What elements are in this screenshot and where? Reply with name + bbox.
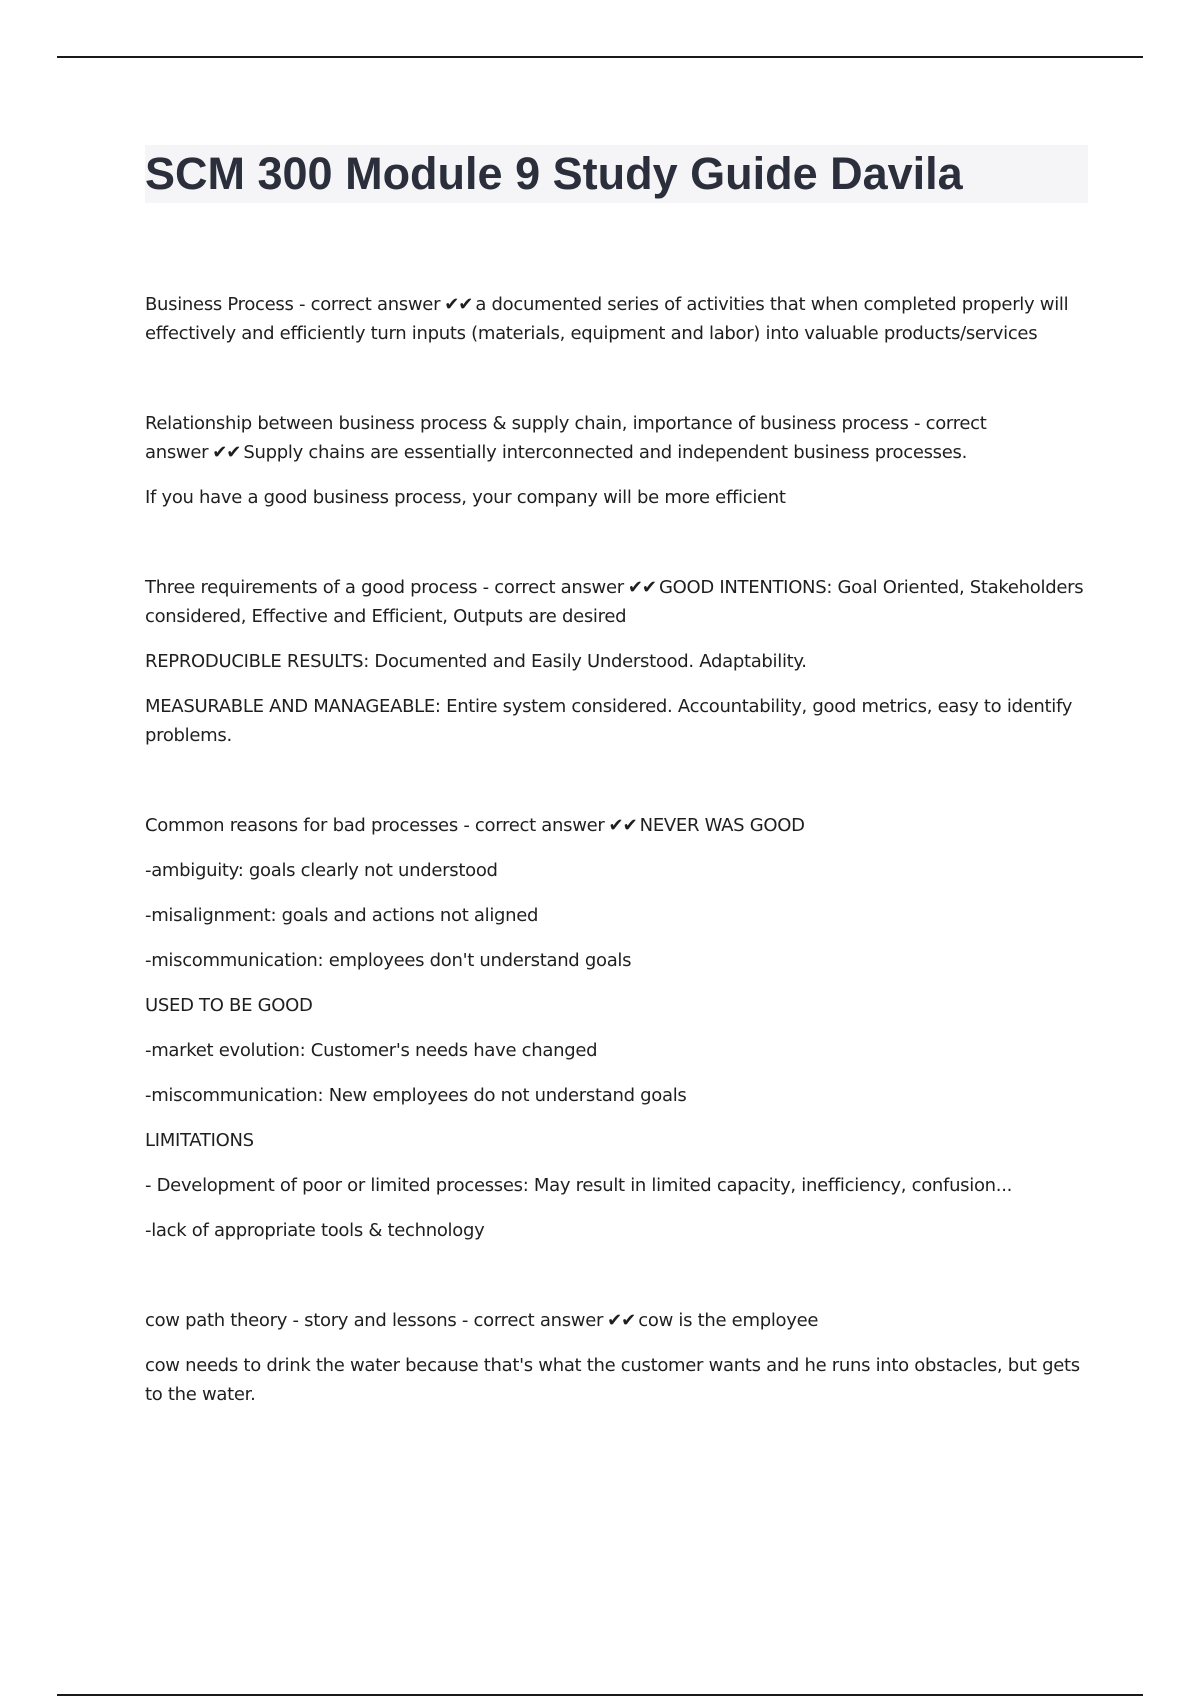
answer-extra-line: MEASURABLE AND MANAGEABLE: Entire system considered. Accountability, good metrics, easy to identify problems. xyxy=(145,696,1073,746)
answer-text: a documented series of activities that when completed properly will effectively and efficiently turn inputs (materials, equipment and labor) into valuable products/services xyxy=(145,294,1069,344)
double-check-icon: ✔✔ xyxy=(212,442,241,463)
qa-paragraph xyxy=(145,811,1085,840)
question-text: Relationship between business process & supply chain, importance of business process - correct answer xyxy=(145,413,987,463)
answer-text: cow is the employee xyxy=(638,1310,819,1331)
question-text: Three requirements of a good process - correct answer xyxy=(145,577,624,598)
answer-extra-line: -market evolution: Customer's needs have changed xyxy=(145,1040,598,1061)
qa-paragraph xyxy=(145,290,1085,348)
qa-paragraph xyxy=(145,409,1085,467)
bottom-rule xyxy=(57,1694,1143,1696)
qa-entry-cow-path xyxy=(145,1306,1085,1409)
double-check-icon: ✔✔ xyxy=(627,577,657,598)
qa-entry-relationship xyxy=(145,409,1085,512)
study-guide-content xyxy=(145,290,1085,1470)
answer-text: Supply chains are essentially interconnected and independent business processes. xyxy=(243,442,968,463)
answer-extra-line: -lack of appropriate tools & technology xyxy=(145,1220,485,1241)
question-text: cow path theory - story and lessons - correct answer xyxy=(145,1310,604,1331)
double-check-icon: ✔✔ xyxy=(608,815,637,836)
qa-entry-bad-processes xyxy=(145,811,1085,1245)
qa-paragraph xyxy=(145,1306,1085,1335)
answer-extra-line: cow needs to drink the water because that's what the customer wants and he runs into obstacles, but gets to the water. xyxy=(145,1355,1080,1405)
answer-text: GOOD INTENTIONS: Goal Oriented, Stakeholders considered, Effective and Efficient, Outputs are desired xyxy=(145,577,1084,627)
double-check-icon: ✔✔ xyxy=(444,294,473,315)
answer-extra-line: If you have a good business process, your company will be more efficient xyxy=(145,487,786,508)
answer-extra-line: -misalignment: goals and actions not aligned xyxy=(145,905,539,926)
top-rule xyxy=(57,56,1143,58)
answer-extra-line: -miscommunication: employees don't understand goals xyxy=(145,950,632,971)
double-check-icon: ✔✔ xyxy=(607,1310,636,1331)
question-text: Business Process - correct answer xyxy=(145,294,441,315)
qa-entry-business-process xyxy=(145,290,1085,348)
answer-extra-line: REPRODUCIBLE RESULTS: Documented and Easily Understood. Adaptability. xyxy=(145,651,807,672)
answer-extra-line: -miscommunication: New employees do not understand goals xyxy=(145,1085,687,1106)
answer-text: NEVER WAS GOOD xyxy=(639,815,805,836)
answer-extra-line: USED TO BE GOOD xyxy=(145,995,313,1016)
answer-extra-line: LIMITATIONS xyxy=(145,1130,254,1151)
page-title: SCM 300 Module 9 Study Guide Davila xyxy=(145,148,963,199)
question-text: Common reasons for bad processes - correct answer xyxy=(145,815,605,836)
qa-paragraph xyxy=(145,573,1085,631)
answer-extra-line: -ambiguity: goals clearly not understood xyxy=(145,860,498,881)
answer-extra-line: - Development of poor or limited processes: May result in limited capacity, inefficiency, confusion... xyxy=(145,1175,1013,1196)
qa-entry-three-requirements xyxy=(145,573,1085,750)
